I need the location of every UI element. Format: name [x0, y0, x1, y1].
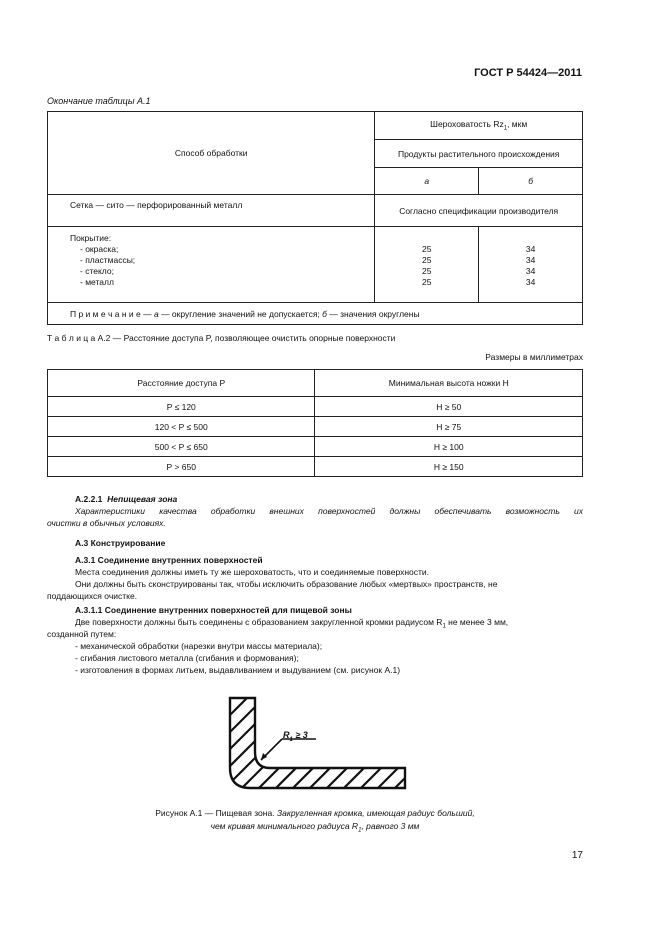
table-a2-cell-h: H ≥ 50: [315, 397, 583, 417]
coating-item: - металл: [80, 277, 114, 287]
figure-radius-label: $R_1 \ge 3$: [283, 730, 308, 743]
table-a1-header-plant: Продукты растительного происхождения: [375, 140, 583, 168]
section-a221-text2: очистки в обычных условиях.: [47, 518, 166, 528]
section-a221-heading: А.2.2.1 Непищевая зона: [75, 494, 178, 504]
figure-a1-drawing: [210, 690, 420, 800]
table-a2-cell-p: 500 < P ≤ 650: [48, 437, 315, 457]
figure-hatching: [210, 690, 420, 795]
coating-value-a: 25: [422, 244, 432, 254]
section-a311-p1c: созданной путем:: [47, 629, 117, 639]
coating-title: Покрытие:: [70, 233, 112, 243]
list-item: - сгибания листового металла (сгибания и формования);: [75, 653, 299, 663]
coating-item: - стекло;: [80, 266, 114, 276]
coating-value-a: 25: [422, 266, 432, 276]
table-a2-cell-p: P > 650: [48, 457, 315, 477]
table-a2-header-p: Расстояние доступа P: [48, 370, 315, 397]
table-a1-coatings-cell: [48, 227, 375, 303]
table-row: [48, 417, 583, 437]
list-item: - механической обработки (нарезки внутри массы материала);: [75, 641, 323, 651]
table-a1-row1-label: Сетка — сито — перфорированный металл: [48, 195, 375, 227]
coating-value-b: 34: [525, 277, 536, 287]
table-a2-header-h: Минимальная высота ножки H: [315, 370, 583, 397]
table-row: [48, 457, 583, 477]
coating-value-b: 34: [525, 255, 536, 265]
document-code: ГОСТ Р 54424—2011: [474, 67, 582, 79]
table-row: [48, 437, 583, 457]
table-a1-note: П р и м е ч а н и е — а — округление значений не допускается; б — значения округлены: [48, 303, 583, 325]
table-row: [48, 397, 583, 417]
page-number: 17: [571, 850, 583, 861]
section-a3-heading: А.3 Конструирование: [75, 538, 166, 548]
table-a2-cell-p: 120 < P ≤ 500: [48, 417, 315, 437]
coating-value-b: 34: [525, 244, 536, 254]
coating-value-a: 25: [422, 255, 432, 265]
table-a2-cell-p: P ≤ 120: [48, 397, 315, 417]
section-a31-p2a: Они должны быть сконструированы так, чтобы исключить образование любых «мертвых» пространств, не: [75, 579, 498, 589]
table-a1-coatings-a: [375, 227, 479, 303]
table-a1-caption: Окончание таблицы А.1: [47, 96, 151, 106]
table-a1-row1-value: Согласно спецификации производителя: [375, 195, 583, 227]
coating-item: - пластмассы;: [80, 255, 136, 265]
section-a31-p2b: поддающихся очистке.: [47, 591, 138, 601]
table-a2-cell-h: H ≥ 100: [315, 437, 583, 457]
table-a2-caption: Т а б л и ц а А.2 — Расстояние доступа P, позволяющее очистить опорные поверхности: [47, 333, 396, 343]
table-a1-coatings-b: [479, 227, 583, 303]
section-a31-heading: А.3.1 Соединение внутренних поверхностей: [75, 555, 263, 565]
figure-caption-line2: чем кривая минимального радиуса $R_1$, равного 3 мм: [210, 821, 420, 834]
coating-value-b: 34: [525, 266, 536, 276]
section-a31-p1: Места соединения должны иметь ту же шероховатость, что и соединяемые поверхности.: [75, 567, 430, 577]
section-a311-p1: Две поверхности должны быть соединены с образованием закругленной кромки радиусом $R_1$ не менее 3 мм,: [75, 617, 509, 630]
figure-caption-line1: Рисунок А.1 — Пищевая зона. Закругленная кромка, имеющая радиус больший,: [155, 808, 475, 818]
table-a2: [47, 369, 583, 477]
table-a2-cell-h: H ≥ 75: [315, 417, 583, 437]
table-a1-header-a: а: [375, 168, 479, 195]
coating-value-a: 25: [422, 277, 432, 287]
table-a1-header-method: Способ обработки: [48, 112, 375, 195]
table-a1: [47, 111, 583, 325]
section-a221-text1: Характеристики качества обработки внешних поверхностей должны обеспечивать возможность их: [75, 506, 583, 516]
table-a1-header-b: б: [479, 168, 583, 195]
section-a311-heading: А.3.1.1 Соединение внутренних поверхностей для пищевой зоны: [75, 605, 352, 615]
table-a2-units: Размеры в миллиметрах: [485, 352, 583, 362]
table-a1-header-roughness: Шероховатость $Rz_1$, мкм: [375, 112, 583, 140]
coating-item: - окраска;: [80, 244, 119, 254]
table-a2-cell-h: H ≥ 150: [315, 457, 583, 477]
list-item: - изготовления в формах литьем, выдавливанием и выдуванием (см. рисунок А.1): [75, 665, 401, 675]
